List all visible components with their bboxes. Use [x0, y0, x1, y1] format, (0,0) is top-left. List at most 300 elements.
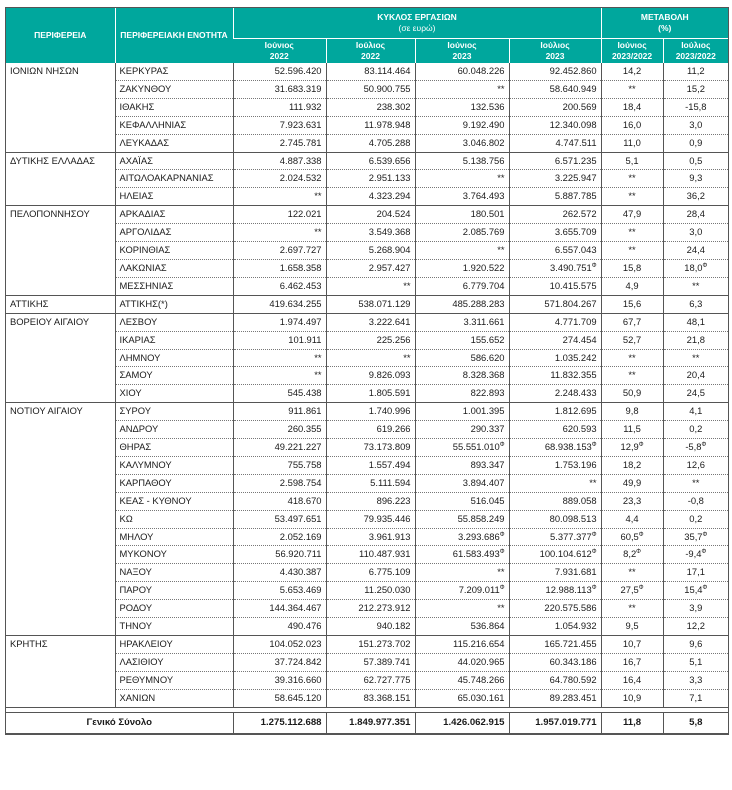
change-title: ΜΕΤΑΒΟΛΗ	[640, 12, 689, 22]
turnover-cell: $68.938.153^\Phi$	[509, 439, 601, 457]
unit-cell: ΚΕΑΣ - ΚΥΘΝΟΥ	[115, 492, 233, 510]
table-row	[6, 277, 728, 295]
change-cell: 11,2	[663, 63, 728, 80]
turnover-cell: 1.753.196	[509, 456, 601, 474]
table-row	[6, 546, 728, 564]
turnover-cell: 822.893	[415, 385, 509, 403]
table-row	[6, 528, 728, 546]
unit-cell: ΚΕΦΑΛΛΗΝΙΑΣ	[115, 116, 233, 134]
table-row	[6, 403, 728, 421]
turnover-cell: 3.961.913	[326, 528, 415, 546]
change-cell: 36,2	[663, 188, 728, 206]
turnover-cell: 4.430.387	[233, 564, 326, 582]
change-cell: 50,9	[601, 385, 663, 403]
turnover-cell: 755.758	[233, 456, 326, 474]
turnover-cell: 4.887.338	[233, 152, 326, 170]
turnover-cell: 60.343.186	[509, 653, 601, 671]
turnover-cell: 536.864	[415, 618, 509, 636]
change-cell: 16,7	[601, 653, 663, 671]
table-row	[6, 385, 728, 403]
total-turnover-cell: 1.849.977.351	[326, 712, 415, 733]
turnover-cell: 58.645.120	[233, 689, 326, 707]
turnover-cell: 5.138.756	[415, 152, 509, 170]
turnover-cell: 6.779.704	[415, 277, 509, 295]
footnote-mark: Φ	[499, 549, 505, 556]
turnover-cell: 9.826.093	[326, 367, 415, 385]
table-row	[6, 653, 728, 671]
change-cell: 4,4	[601, 510, 663, 528]
turnover-cell: 73.173.809	[326, 439, 415, 457]
change-cell: 5,1	[601, 152, 663, 170]
turnover-cell: 3.549.368	[326, 224, 415, 242]
unit-cell: ΗΛΕΙΑΣ	[115, 188, 233, 206]
turnover-cell: 896.223	[326, 492, 415, 510]
turnover-cell: 940.182	[326, 618, 415, 636]
footnote-mark: Φ	[638, 442, 644, 449]
turnover-cell: 200.569	[509, 98, 601, 116]
change-cell: 67,7	[601, 313, 663, 331]
unit-cell: ΚΕΡΚΥΡΑΣ	[115, 63, 233, 80]
unit-cell: ΡΕΘΥΜΝΟΥ	[115, 671, 233, 689]
turnover-cell: 62.727.775	[326, 671, 415, 689]
change-cell: **	[601, 188, 663, 206]
change-cell: 18,2	[601, 456, 663, 474]
change-cell: $-9,4^\Phi$	[663, 546, 728, 564]
footnote-mark: Φ	[702, 585, 708, 592]
period-header: Ιούλιος 2022	[326, 39, 415, 64]
turnover-cell: **	[509, 474, 601, 492]
turnover-cell: 2.248.433	[509, 385, 601, 403]
footnote-mark: Φ	[591, 585, 597, 592]
unit-cell: ΜΗΛΟΥ	[115, 528, 233, 546]
change-cell: -0,8	[663, 492, 728, 510]
table-header	[6, 8, 728, 63]
table-row	[6, 439, 728, 457]
change-cell: 47,9	[601, 206, 663, 224]
turnover-cell: **	[415, 564, 509, 582]
turnover-cell: 8.328.368	[415, 367, 509, 385]
region-cell: ΔΥΤΙΚΗΣ ΕΛΛΑΔΑΣ	[6, 152, 115, 206]
footnote-mark: Φ	[499, 531, 505, 538]
unit-cell: ΚΩ	[115, 510, 233, 528]
unit-cell: ΛΑΣΙΘΙΟΥ	[115, 653, 233, 671]
turnover-cell: 2.697.727	[233, 242, 326, 260]
change-cell: 12,2	[663, 618, 728, 636]
turnover-cell: 180.501	[415, 206, 509, 224]
change-cell: $-5,8^\Phi$	[663, 439, 728, 457]
turnover-cell: 111.932	[233, 98, 326, 116]
turnover-cell: 56.920.711	[233, 546, 326, 564]
turnover-cell: 49.221.227	[233, 439, 326, 457]
turnover-cell: 44.020.965	[415, 653, 509, 671]
change-unit: (%)	[658, 23, 672, 33]
turnover-cell: 2.957.427	[326, 259, 415, 277]
change-cell: 10,7	[601, 636, 663, 654]
unit-cell: ΙΘΑΚΗΣ	[115, 98, 233, 116]
turnover-cell: 7.931.681	[509, 564, 601, 582]
turnover-cell: 3.764.493	[415, 188, 509, 206]
turnover-cell: 1.974.497	[233, 313, 326, 331]
turnover-cell: 4.771.709	[509, 313, 601, 331]
change-cell: **	[601, 564, 663, 582]
change-cell: **	[601, 224, 663, 242]
turnover-cell: 53.497.651	[233, 510, 326, 528]
change-cell: $18,0^\Phi$	[663, 259, 728, 277]
turnover-cell: **	[415, 242, 509, 260]
turnover-cell: **	[233, 224, 326, 242]
turnover-cell: 7.923.631	[233, 116, 326, 134]
turnover-cell: **	[233, 349, 326, 367]
change-cell: 3,0	[663, 224, 728, 242]
turnover-cell: 50.900.755	[326, 80, 415, 98]
change-cell: 3,0	[663, 116, 728, 134]
turnover-cell: 419.634.255	[233, 295, 326, 313]
turnover-cell: 83.114.464	[326, 63, 415, 80]
table-row	[6, 618, 728, 636]
turnover-cell: 79.935.446	[326, 510, 415, 528]
turnover-cell: 101.911	[233, 331, 326, 349]
change-cell: 24,5	[663, 385, 728, 403]
turnover-cell: 83.368.151	[326, 689, 415, 707]
unit-cell: ΑΧΑΪΑΣ	[115, 152, 233, 170]
change-cell: **	[601, 242, 663, 260]
turnover-cell: 6.557.043	[509, 242, 601, 260]
period-header: Ιούνιος 2023	[415, 39, 509, 64]
footnote-mark: Φ	[591, 262, 597, 269]
change-cell: 52,7	[601, 331, 663, 349]
table-row	[6, 689, 728, 707]
unit-cell: ΤΗΝΟΥ	[115, 618, 233, 636]
unit-cell: ΖΑΚΥΝΘΟΥ	[115, 80, 233, 98]
turnover-cell: 2.085.769	[415, 224, 509, 242]
footnote-mark: Φ	[702, 531, 708, 538]
turnover-table-container	[5, 7, 729, 735]
turnover-cell: 80.098.513	[509, 510, 601, 528]
unit-cell: ΛΕΥΚΑΔΑΣ	[115, 134, 233, 152]
turnover-cell: 89.283.451	[509, 689, 601, 707]
turnover-cell: 57.389.741	[326, 653, 415, 671]
region-column-header: ΠΕΡΙΦΕΡΕΙΑ	[6, 8, 115, 63]
change-cell: **	[663, 277, 728, 295]
unit-cell: ΝΑΞΟΥ	[115, 564, 233, 582]
turnover-cell: 1.054.932	[509, 618, 601, 636]
turnover-cell: 60.048.226	[415, 63, 509, 80]
turnover-cell: 2.598.754	[233, 474, 326, 492]
total-change-cell: 11,8	[601, 712, 663, 733]
turnover-cell: 165.721.455	[509, 636, 601, 654]
turnover-cell: 55.858.249	[415, 510, 509, 528]
change-cell: 21,8	[663, 331, 728, 349]
turnover-cell: 115.216.654	[415, 636, 509, 654]
turnover-cell: 3.655.709	[509, 224, 601, 242]
change-cell: 4,1	[663, 403, 728, 421]
table-row	[6, 116, 728, 134]
turnover-table	[6, 8, 728, 734]
change-cell: 9,3	[663, 170, 728, 188]
unit-cell: ΑΡΚΑΔΙΑΣ	[115, 206, 233, 224]
turnover-cell: 132.536	[415, 98, 509, 116]
turnover-cell: 12.340.098	[509, 116, 601, 134]
turnover-cell: 4.747.511	[509, 134, 601, 152]
table-row	[6, 206, 728, 224]
turnover-cell: 65.030.161	[415, 689, 509, 707]
turnover-cell: 3.222.641	[326, 313, 415, 331]
table-row	[6, 80, 728, 98]
turnover-cell: **	[233, 367, 326, 385]
total-turnover-cell: 1.426.062.915	[415, 712, 509, 733]
change-period-header: Ιούνιος 2023/2022	[601, 39, 663, 64]
table-row	[6, 474, 728, 492]
turnover-unit: (σε ευρώ)	[398, 23, 436, 33]
turnover-cell: 212.273.912	[326, 600, 415, 618]
change-cell: **	[663, 349, 728, 367]
table-row	[6, 224, 728, 242]
turnover-cell: 1.001.395	[415, 403, 509, 421]
table-row	[6, 510, 728, 528]
turnover-cell: 155.652	[415, 331, 509, 349]
turnover-cell: 3.225.947	[509, 170, 601, 188]
turnover-cell: $12.988.113^\Phi$	[509, 582, 601, 600]
change-cell: 11,5	[601, 421, 663, 439]
total-label: Γενικό Σύνολο	[6, 712, 233, 733]
turnover-cell: 58.640.949	[509, 80, 601, 98]
unit-cell: ΛΕΣΒΟΥ	[115, 313, 233, 331]
turnover-cell: 620.593	[509, 421, 601, 439]
unit-cell: ΑΡΓΟΛΙΔΑΣ	[115, 224, 233, 242]
change-cell: **	[601, 600, 663, 618]
turnover-cell: 490.476	[233, 618, 326, 636]
table-row	[6, 63, 728, 80]
region-cell: ΑΤΤΙΚΗΣ	[6, 295, 115, 313]
change-cell: 5,1	[663, 653, 728, 671]
total-row	[6, 712, 728, 733]
unit-cell: ΑΙΤΩΛΟΑΚΑΡΝΑΝΙΑΣ	[115, 170, 233, 188]
turnover-cell: 31.683.319	[233, 80, 326, 98]
table-row	[6, 349, 728, 367]
footnote-mark: Φ	[499, 442, 505, 449]
table-row	[6, 492, 728, 510]
turnover-cell: 238.302	[326, 98, 415, 116]
change-cell: 0,2	[663, 421, 728, 439]
table-row	[6, 456, 728, 474]
change-cell: 6,3	[663, 295, 728, 313]
turnover-cell: 2.745.781	[233, 134, 326, 152]
table-row	[6, 582, 728, 600]
unit-cell: ΣΑΜΟΥ	[115, 367, 233, 385]
change-cell: 15,2	[663, 80, 728, 98]
turnover-cell: 571.804.267	[509, 295, 601, 313]
region-cell: ΒΟΡΕΙΟΥ ΑΙΓΑΙΟΥ	[6, 313, 115, 403]
footnote-mark: Φ	[591, 442, 597, 449]
change-cell: $60,5^\Phi$	[601, 528, 663, 546]
turnover-cell: **	[415, 80, 509, 98]
region-cell: ΠΕΛΟΠΟΝΝΗΣΟΥ	[6, 206, 115, 296]
change-cell: 12,6	[663, 456, 728, 474]
table-row	[6, 421, 728, 439]
footnote-mark: Φ	[701, 549, 707, 556]
unit-cell: ΑΤΤΙΚΗΣ(*)	[115, 295, 233, 313]
unit-cell: ΚΑΛΥΜΝΟΥ	[115, 456, 233, 474]
change-cell: 16,4	[601, 671, 663, 689]
table-row	[6, 152, 728, 170]
footnote-mark: Φ	[591, 531, 597, 538]
change-cell: -15,8	[663, 98, 728, 116]
period-header: Ιούνιος 2022	[233, 39, 326, 64]
turnover-cell: 37.724.842	[233, 653, 326, 671]
turnover-cell: $5.377.377^\Phi$	[509, 528, 601, 546]
unit-cell: ΡΟΔΟΥ	[115, 600, 233, 618]
change-cell: 49,9	[601, 474, 663, 492]
turnover-cell: 262.572	[509, 206, 601, 224]
change-cell: 15,8	[601, 259, 663, 277]
table-row	[6, 295, 728, 313]
period-header: Ιούλιος 2023	[509, 39, 601, 64]
unit-cell: ΑΝΔΡΟΥ	[115, 421, 233, 439]
turnover-cell: 6.539.656	[326, 152, 415, 170]
turnover-cell: **	[415, 170, 509, 188]
turnover-cell: 2.951.133	[326, 170, 415, 188]
turnover-cell: 1.035.242	[509, 349, 601, 367]
unit-cell: ΛΗΜΝΟΥ	[115, 349, 233, 367]
turnover-cell: 260.355	[233, 421, 326, 439]
unit-cell: ΛΑΚΩΝΙΑΣ	[115, 259, 233, 277]
turnover-cell: 110.487.931	[326, 546, 415, 564]
turnover-cell: 893.347	[415, 456, 509, 474]
unit-cell: ΚΑΡΠΑΘΟΥ	[115, 474, 233, 492]
change-cell: 24,4	[663, 242, 728, 260]
footnote-mark: Φ	[591, 549, 597, 556]
turnover-cell: 5.111.594	[326, 474, 415, 492]
total-change-cell: 5,8	[663, 712, 728, 733]
change-cell: 23,3	[601, 492, 663, 510]
turnover-cell: $3.490.751^\Phi$	[509, 259, 601, 277]
turnover-cell: 9.192.490	[415, 116, 509, 134]
turnover-group-header	[233, 8, 601, 39]
turnover-cell: 545.438	[233, 385, 326, 403]
turnover-cell: 220.575.586	[509, 600, 601, 618]
table-body	[6, 63, 728, 733]
turnover-cell: **	[233, 188, 326, 206]
unit-cell: ΣΥΡΟΥ	[115, 403, 233, 421]
change-cell: 11,0	[601, 134, 663, 152]
turnover-cell: 11.832.355	[509, 367, 601, 385]
unit-cell: ΠΑΡΟΥ	[115, 582, 233, 600]
change-cell: 16,0	[601, 116, 663, 134]
change-cell: 17,1	[663, 564, 728, 582]
total-turnover-cell: 1.275.112.688	[233, 712, 326, 733]
footnote-mark: Φ	[636, 549, 641, 556]
change-cell: 0,9	[663, 134, 728, 152]
turnover-cell: 1.805.591	[326, 385, 415, 403]
change-cell: 9,6	[663, 636, 728, 654]
change-cell: $12,9^\Phi$	[601, 439, 663, 457]
change-period-header: Ιούλιος 2023/2022	[663, 39, 728, 64]
turnover-cell: 204.524	[326, 206, 415, 224]
turnover-cell: 11.250.030	[326, 582, 415, 600]
turnover-cell: $55.551.010^\Phi$	[415, 439, 509, 457]
turnover-cell: 11.978.948	[326, 116, 415, 134]
table-row	[6, 242, 728, 260]
turnover-cell: 889.058	[509, 492, 601, 510]
unit-cell: ΧΑΝΙΩΝ	[115, 689, 233, 707]
table-row	[6, 367, 728, 385]
turnover-cell: 39.316.660	[233, 671, 326, 689]
region-cell: ΙΟΝΙΩΝ ΝΗΣΩΝ	[6, 63, 115, 152]
turnover-cell: $7.209.011^\Phi$	[415, 582, 509, 600]
turnover-cell: 4.323.294	[326, 188, 415, 206]
turnover-cell: 6.571.235	[509, 152, 601, 170]
change-cell: 7,1	[663, 689, 728, 707]
turnover-cell: 1.740.996	[326, 403, 415, 421]
turnover-cell: 225.256	[326, 331, 415, 349]
change-cell: 9,8	[601, 403, 663, 421]
turnover-cell: 1.920.522	[415, 259, 509, 277]
change-cell: **	[601, 349, 663, 367]
turnover-title: ΚΥΚΛΟΣ ΕΡΓΑΣΙΩΝ	[377, 12, 457, 22]
turnover-cell: **	[326, 277, 415, 295]
turnover-cell: 3.311.661	[415, 313, 509, 331]
unit-column-header: ΠΕΡΙΦΕΡΕΙΑΚΗ ΕΝΟΤΗΤΑ	[115, 8, 233, 63]
turnover-cell: 5.887.785	[509, 188, 601, 206]
turnover-cell: 586.620	[415, 349, 509, 367]
turnover-cell: 2.024.532	[233, 170, 326, 188]
change-cell: 0,2	[663, 510, 728, 528]
turnover-cell: 104.052.023	[233, 636, 326, 654]
turnover-cell: 6.462.453	[233, 277, 326, 295]
turnover-cell: 92.452.860	[509, 63, 601, 80]
turnover-cell: $3.293.686^\Phi$	[415, 528, 509, 546]
footnote-mark: Φ	[638, 531, 644, 538]
change-cell: 14,2	[601, 63, 663, 80]
turnover-cell: 4.705.288	[326, 134, 415, 152]
footnote-mark: Φ	[499, 585, 505, 592]
total-turnover-cell: 1.957.019.771	[509, 712, 601, 733]
change-cell: 48,1	[663, 313, 728, 331]
turnover-cell: 5.653.469	[233, 582, 326, 600]
turnover-cell: 64.780.592	[509, 671, 601, 689]
unit-cell: ΜΕΣΣΗΝΙΑΣ	[115, 277, 233, 295]
turnover-cell: $100.104.612^\Phi$	[509, 546, 601, 564]
turnover-cell: 485.288.283	[415, 295, 509, 313]
change-cell: **	[601, 367, 663, 385]
change-cell: 3,3	[663, 671, 728, 689]
change-cell: 4,9	[601, 277, 663, 295]
turnover-cell: 2.052.169	[233, 528, 326, 546]
turnover-cell: 516.045	[415, 492, 509, 510]
unit-cell: ΧΙΟΥ	[115, 385, 233, 403]
turnover-cell: 274.454	[509, 331, 601, 349]
table-row	[6, 313, 728, 331]
change-cell: 10,9	[601, 689, 663, 707]
table-row	[6, 188, 728, 206]
change-cell: **	[663, 474, 728, 492]
table-row	[6, 564, 728, 582]
unit-cell: ΜΥΚΟΝΟΥ	[115, 546, 233, 564]
turnover-cell: 45.748.266	[415, 671, 509, 689]
turnover-cell: 52.596.420	[233, 63, 326, 80]
change-cell: 9,5	[601, 618, 663, 636]
region-cell: ΚΡΗΤΗΣ	[6, 636, 115, 708]
table-row	[6, 98, 728, 116]
change-cell: 15,6	[601, 295, 663, 313]
turnover-cell: 5.268.904	[326, 242, 415, 260]
table-row	[6, 259, 728, 277]
change-cell: 3,9	[663, 600, 728, 618]
unit-cell: ΚΟΡΙΝΘΙΑΣ	[115, 242, 233, 260]
turnover-cell: 1.557.494	[326, 456, 415, 474]
unit-cell: ΙΚΑΡΙΑΣ	[115, 331, 233, 349]
region-cell: ΝΟΤΙΟΥ ΑΙΓΑΙΟΥ	[6, 403, 115, 636]
